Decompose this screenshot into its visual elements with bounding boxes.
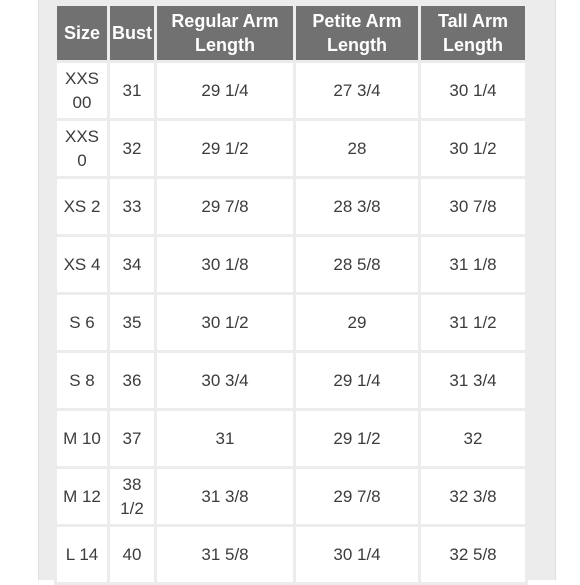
header-petite-arm-length: Petite Arm Length [296, 6, 418, 60]
cell-tall-arm: 31 3/4 [421, 353, 525, 408]
cell-size: XS 2 [57, 179, 107, 234]
cell-regular-arm: 29 1/2 [157, 121, 293, 176]
table-row [57, 353, 525, 408]
cell-bust: 34 [110, 237, 154, 292]
cell-petite-arm: 29 1/4 [296, 353, 418, 408]
cell-tall-arm: 32 [421, 411, 525, 466]
table-row [57, 121, 525, 176]
cell-regular-arm: 30 1/2 [157, 295, 293, 350]
cell-tall-arm: 32 5/8 [421, 527, 525, 582]
header-bust: Bust [110, 6, 154, 60]
table-row [57, 237, 525, 292]
cell-bust: 33 [110, 179, 154, 234]
cell-tall-arm: 32 3/8 [421, 469, 525, 524]
cell-petite-arm: 29 7/8 [296, 469, 418, 524]
cell-size: XXS 0 [57, 121, 107, 176]
cell-bust: 31 [110, 63, 154, 118]
table-row [57, 411, 525, 466]
cell-tall-arm: 31 1/8 [421, 237, 525, 292]
cell-size: XXS 00 [57, 63, 107, 118]
cell-size: M 12 [57, 469, 107, 524]
cell-bust: 36 [110, 353, 154, 408]
header-regular-arm-length: Regular Arm Length [157, 6, 293, 60]
cell-petite-arm: 28 5/8 [296, 237, 418, 292]
table-row [57, 469, 525, 524]
cell-tall-arm: 30 1/4 [421, 63, 525, 118]
cell-petite-arm: 29 [296, 295, 418, 350]
cell-size: M 10 [57, 411, 107, 466]
cell-bust: 38 1/2 [110, 469, 154, 524]
cell-regular-arm: 29 7/8 [157, 179, 293, 234]
cell-regular-arm: 31 3/8 [157, 469, 293, 524]
table-row [57, 63, 525, 118]
header-tall-arm-length: Tall Arm Length [421, 6, 525, 60]
cell-tall-arm: 31 1/2 [421, 295, 525, 350]
cell-regular-arm: 30 1/8 [157, 237, 293, 292]
header-size: Size [57, 6, 107, 60]
cell-petite-arm: 29 1/2 [296, 411, 418, 466]
cell-regular-arm: 31 [157, 411, 293, 466]
cell-petite-arm: 30 1/4 [296, 527, 418, 582]
cell-petite-arm: 28 3/8 [296, 179, 418, 234]
size-chart-table [54, 3, 528, 585]
header-row [57, 6, 525, 60]
cell-size: XS 4 [57, 237, 107, 292]
cell-petite-arm: 28 [296, 121, 418, 176]
cell-size: L 14 [57, 527, 107, 582]
cell-tall-arm: 30 1/2 [421, 121, 525, 176]
cell-regular-arm: 30 3/4 [157, 353, 293, 408]
cell-size: S 8 [57, 353, 107, 408]
table-row [57, 527, 525, 582]
table-row [57, 295, 525, 350]
cell-tall-arm: 30 7/8 [421, 179, 525, 234]
cell-bust: 40 [110, 527, 154, 582]
cell-bust: 37 [110, 411, 154, 466]
cell-bust: 35 [110, 295, 154, 350]
cell-regular-arm: 31 5/8 [157, 527, 293, 582]
cell-size: S 6 [57, 295, 107, 350]
cell-regular-arm: 29 1/4 [157, 63, 293, 118]
cell-bust: 32 [110, 121, 154, 176]
cell-petite-arm: 27 3/4 [296, 63, 418, 118]
table-row [57, 179, 525, 234]
